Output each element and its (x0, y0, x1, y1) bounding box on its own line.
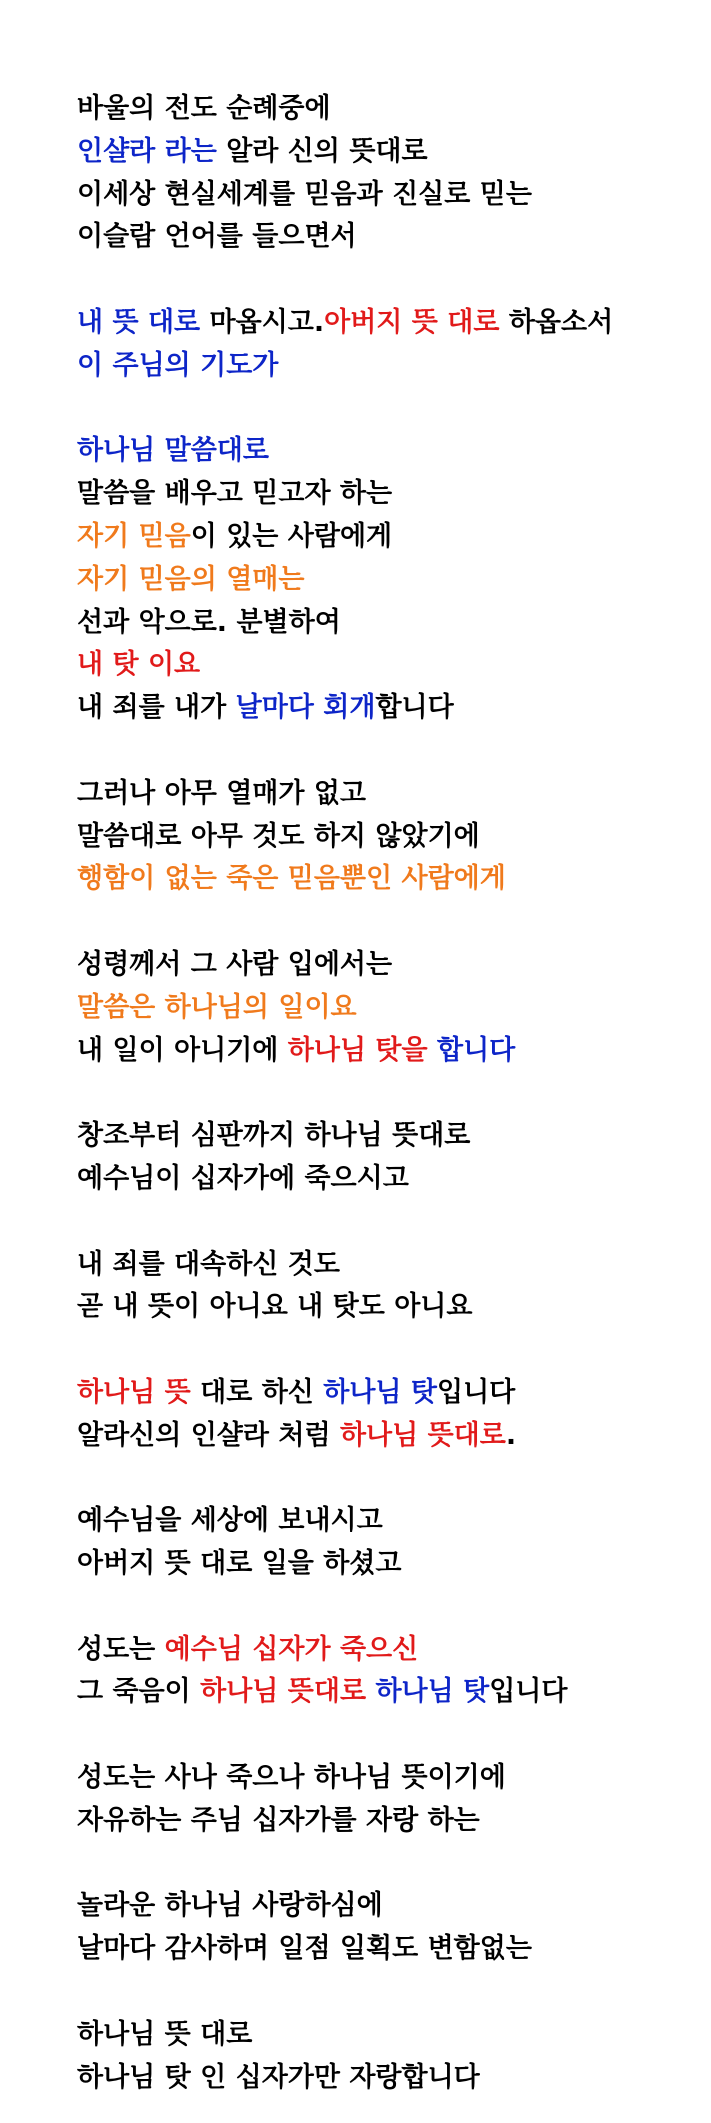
text-segment: 아버지 뜻 대로 일을 하셨고 (77, 1548, 402, 1580)
poem-line (77, 1244, 697, 1287)
poem-line (77, 131, 697, 174)
text-segment: 마옵시고. (200, 306, 325, 338)
stanza-gap (77, 1586, 697, 1629)
stanza-gap (77, 1458, 697, 1501)
text-segment: 창조부터 심판까지 하나님 뜻대로 (77, 1120, 471, 1152)
poem-line (77, 88, 697, 131)
poem-line (77, 216, 697, 259)
poem-line (77, 174, 697, 217)
poem-line (77, 345, 697, 388)
poem-line (77, 816, 697, 859)
poem-line (77, 1372, 697, 1415)
poem-line (77, 1415, 697, 1458)
text-segment: 말씀은 하나님의 일이요 (77, 991, 357, 1023)
text-segment: 놀라운 하나님 사랑하심에 (77, 1890, 383, 1922)
text-segment: 하나님 탓 인 십자가만 자랑합니다 (77, 2061, 480, 2093)
text-segment: 내 죄를 대속하신 것도 (77, 1248, 340, 1280)
stanza-gap (77, 901, 697, 944)
text-segment: 자유하는 주님 십자가를 자랑 하는 (77, 1804, 480, 1836)
text-segment: 하나님 뜻대로 (339, 1419, 506, 1451)
text-segment: 날마다 감사하며 일점 일획도 변함없는 (77, 1933, 532, 1965)
stanza-gap (77, 1329, 697, 1372)
poem-line (77, 1671, 697, 1714)
poem-line (77, 473, 697, 516)
poem-line (77, 1030, 697, 1073)
text-segment: 행함이 없는 죽은 믿음뿐인 사람에게 (77, 863, 506, 895)
text-segment: 아버지 뜻 대로 (324, 306, 500, 338)
text-segment: 알라 신의 뜻대로 (216, 135, 428, 167)
text-segment: 내 죄를 내가 (77, 692, 236, 724)
text-segment: 이슬람 언어를 들으면서 (77, 221, 357, 253)
poem-line (77, 687, 697, 730)
poem-line (77, 1500, 697, 1543)
stanza-gap (77, 388, 697, 431)
stanza-gap (77, 730, 697, 773)
stanza-gap (77, 1843, 697, 1886)
stanza-gap (77, 1072, 697, 1115)
text-segment: 하나님 뜻 대로 (77, 2018, 253, 2050)
text-segment: 이 주님의 기도가 (77, 349, 279, 381)
text-segment: 이 있는 사람에게 (190, 520, 393, 552)
poem (77, 88, 697, 2099)
text-segment: 대로 하신 (190, 1376, 324, 1408)
poem-line (77, 1115, 697, 1158)
poem-line (77, 1158, 697, 1201)
text-segment: 선과 악으로. 분별하여 (77, 606, 341, 638)
poem-line (77, 944, 697, 987)
text-segment: 예수님을 세상에 보내시고 (77, 1505, 383, 1537)
poem-line (77, 516, 697, 559)
text-segment: 하나님 탓 (323, 1376, 437, 1408)
poem-line (77, 1800, 697, 1843)
text-segment: 하나님 뜻 (77, 1376, 191, 1408)
text-segment: 이세상 현실세계를 믿음과 진실로 믿는 (77, 178, 532, 210)
poem-line (77, 602, 697, 645)
poem-line (77, 1757, 697, 1800)
poem-line (77, 644, 697, 687)
poem-line (77, 1885, 697, 1928)
text-segment: 하나님 탓을 (287, 1034, 428, 1066)
stanza-gap (77, 259, 697, 302)
text-segment: 성도는 사나 죽으나 하나님 뜻이기에 (77, 1762, 506, 1794)
stanza-gap (77, 1201, 697, 1244)
text-segment: 인샬라 라는 (77, 135, 217, 167)
text-segment: 내 일이 아니기에 (77, 1034, 288, 1066)
text-segment: 말씀대로 아무 것도 하지 않았기에 (77, 820, 480, 852)
text-segment: 하옵소서 (499, 306, 614, 338)
text-segment: 자기 믿음의 열매는 (77, 563, 305, 595)
text-segment: 예수님 십자가 죽으신 (164, 1633, 419, 1665)
poem-line (77, 773, 697, 816)
text-segment: 알라신의 인샬라 처럼 (77, 1419, 340, 1451)
text-segment: 입니다 (437, 1376, 516, 1408)
poem-line (77, 2057, 697, 2100)
text-segment: 그러나 아무 열매가 없고 (77, 777, 367, 809)
text-segment: 하나님 말씀대로 (77, 435, 269, 467)
text-segment: 입니다 (489, 1676, 568, 1708)
poem-line (77, 1928, 697, 1971)
text-segment: 성도는 (77, 1633, 165, 1665)
poem-line (77, 559, 697, 602)
text-segment: 하나님 탓 (366, 1676, 490, 1708)
text-segment: 말씀을 배우고 믿고자 하는 (77, 478, 393, 510)
text-segment: 내 뜻 대로 (77, 306, 201, 338)
poem-line (77, 858, 697, 901)
text-segment: 예수님이 십자가에 죽으시고 (77, 1162, 409, 1194)
poem-line (77, 1286, 697, 1329)
stanza-gap (77, 1971, 697, 2014)
text-segment: 합니다 (375, 692, 454, 724)
text-segment: 합니다 (427, 1034, 516, 1066)
text-segment: 곧 내 뜻이 아니요 내 탓도 아니요 (77, 1291, 473, 1323)
text-segment: 그 죽음이 (77, 1676, 201, 1708)
stanza-gap (77, 1714, 697, 1757)
text-segment: 성령께서 그 사람 입에서는 (77, 948, 393, 980)
text-segment: 날마다 회개 (235, 692, 376, 724)
poem-line (77, 987, 697, 1030)
text-segment: 하나님 뜻대로 (200, 1676, 367, 1708)
text-segment: 바울의 전도 순례중에 (77, 93, 331, 124)
text-segment: 자기 믿음 (77, 520, 191, 552)
text-segment: 내 탓 이요 (77, 649, 201, 681)
poem-line (77, 430, 697, 473)
poem-line (77, 1543, 697, 1586)
poem-line (77, 2014, 697, 2057)
poem-line (77, 1629, 697, 1672)
text-segment: . (505, 1419, 517, 1451)
poem-line (77, 302, 697, 345)
